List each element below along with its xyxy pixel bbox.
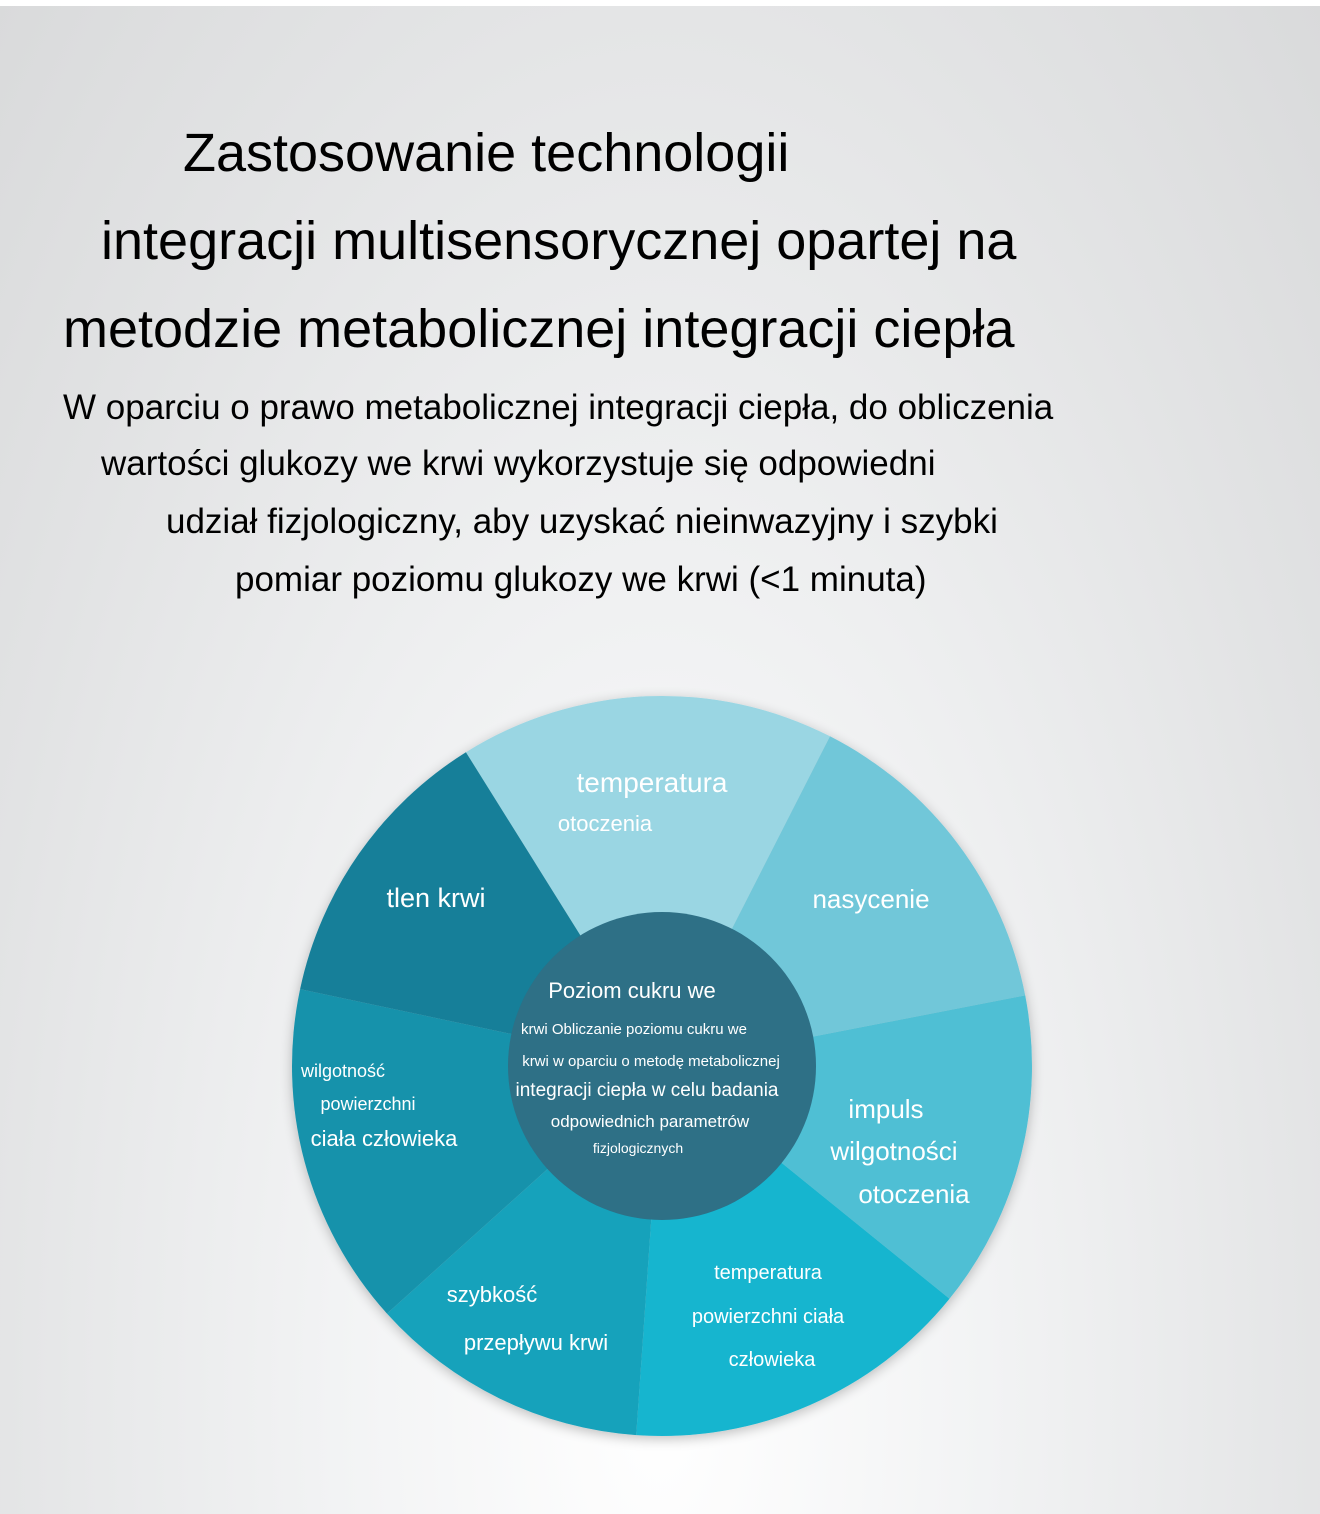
- label-powierzchni: powierzchni: [320, 1094, 416, 1114]
- title-line-3: metodzie metabolicznej integracji ciepła: [63, 299, 1015, 359]
- center-line-6: fizjologicznych: [592, 1140, 684, 1156]
- subtitle-line-3: udział fizjologiczny, aby uzyskać nieinwazyjny i szybki: [166, 502, 998, 541]
- label-impuls: impuls: [848, 1094, 924, 1124]
- title-line-1: Zastosowanie technologii: [183, 123, 790, 183]
- label-ciala-czlowieka: ciała człowieka: [310, 1126, 458, 1151]
- label-temperatura-2: temperatura: [714, 1262, 822, 1284]
- subtitle-line-4: pomiar poziomu glukozy we krwi (<1 minuta): [235, 560, 927, 599]
- title-line-2: integracji multisensorycznej opartej na: [101, 211, 1017, 271]
- center-line-1: Poziom cukru we: [548, 978, 716, 1003]
- center-line-3: krwi w oparciu o metodę metabolicznej: [522, 1053, 780, 1070]
- label-wilgotnosc: wilgotność: [300, 1061, 386, 1081]
- label-wilgotnosci: wilgotności: [830, 1136, 958, 1166]
- label-szybkosc: szybkość: [446, 1282, 538, 1307]
- label-tlen-krwi: tlen krwi: [386, 883, 486, 913]
- label-powierzchni-ciala: powierzchni ciała: [691, 1306, 845, 1328]
- center-line-2: krwi Obliczanie poziomu cukru we: [521, 1021, 747, 1038]
- label-przeplywu-krwi: przepływu krwi: [463, 1330, 609, 1355]
- label-otoczenia: otoczenia: [557, 811, 653, 836]
- subtitle-line-2: wartości glukozy we krwi wykorzystuje się odpowiedni: [101, 444, 936, 483]
- subtitle-line-1: W oparciu o prawo metabolicznej integracji ciepła, do obliczenia: [63, 388, 1054, 427]
- label-czlowieka: człowieka: [728, 1349, 816, 1371]
- label-temperatura: temperatura: [576, 767, 728, 798]
- label-otoczenia-2: otoczenia: [858, 1179, 970, 1209]
- label-nasycenie: nasycenie: [812, 884, 930, 914]
- center-line-4: integracji ciepła w celu badania: [515, 1080, 779, 1101]
- center-line-5: odpowiednich parametrów: [550, 1112, 750, 1131]
